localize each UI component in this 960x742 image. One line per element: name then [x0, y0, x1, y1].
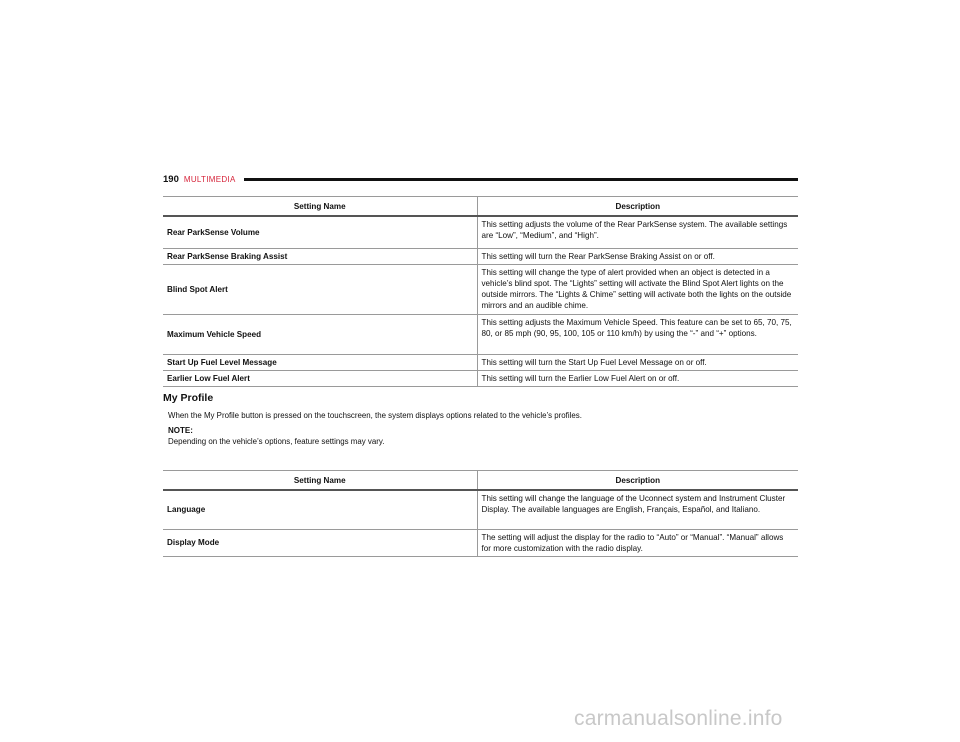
- column-header-setting-name: Setting Name: [163, 471, 477, 491]
- watermark: carmanualsonline.info: [574, 707, 783, 730]
- setting-description: This setting adjusts the volume of the Rear ParkSense system. The available settings are “Low”, “Medium”, and “High”.: [477, 216, 798, 248]
- table-row: [163, 370, 798, 386]
- setting-name: Rear ParkSense Volume: [163, 216, 477, 248]
- settings-table-vehicle: [163, 196, 798, 387]
- table-row: [163, 216, 798, 248]
- setting-description: The setting will adjust the display for the radio to “Auto” or “Manual”. “Manual” allows for more customization with the radio display.: [477, 529, 798, 556]
- section-title: MULTIMEDIA: [183, 174, 236, 184]
- table-header-row: [163, 471, 798, 491]
- column-header-description: Description: [477, 197, 798, 217]
- note-label: NOTE:: [168, 426, 193, 435]
- table-header-row: [163, 197, 798, 217]
- settings-table-profile: [163, 470, 798, 557]
- setting-description: This setting will turn the Start Up Fuel Level Message on or off.: [477, 354, 798, 370]
- page-number: 190: [163, 173, 179, 185]
- my-profile-heading: My Profile: [163, 392, 214, 404]
- table-row: [163, 248, 798, 264]
- setting-name: Earlier Low Fuel Alert: [163, 370, 477, 386]
- setting-name: Display Mode: [163, 529, 477, 556]
- setting-name: Maximum Vehicle Speed: [163, 314, 477, 354]
- setting-name: Blind Spot Alert: [163, 264, 477, 314]
- column-header-description: Description: [477, 471, 798, 491]
- table-row: [163, 354, 798, 370]
- column-header-setting-name: Setting Name: [163, 197, 477, 217]
- setting-description: This setting will change the type of alert provided when an object is detected in a vehicle’s blind spot. The “Lights” setting will activate the Blind Spot Alert lights on the outside mirrors. The “Lights & Chime” setting will activate both the lights on the outside mirrors and an audible chime.: [477, 264, 798, 314]
- setting-name: Language: [163, 490, 477, 529]
- table-row: [163, 490, 798, 529]
- setting-name: Rear ParkSense Braking Assist: [163, 248, 477, 264]
- setting-description: This setting will turn the Rear ParkSense Braking Assist on or off.: [477, 248, 798, 264]
- setting-name: Start Up Fuel Level Message: [163, 354, 477, 370]
- note-text: Depending on the vehicle’s options, feature settings may vary.: [168, 437, 385, 446]
- table-row: [163, 264, 798, 314]
- my-profile-intro: When the My Profile button is pressed on the touchscreen, the system displays options related to the vehicle’s profiles.: [168, 411, 582, 420]
- table-row: [163, 314, 798, 354]
- page-header: [163, 172, 798, 186]
- setting-description: This setting will change the language of the Uconnect system and Instrument Cluster Display. The available languages are English, Français, Español, and Italiano.: [477, 490, 798, 529]
- header-rule: [244, 178, 798, 181]
- setting-description: This setting will turn the Earlier Low Fuel Alert on or off.: [477, 370, 798, 386]
- table-row: [163, 529, 798, 556]
- setting-description: This setting adjusts the Maximum Vehicle Speed. This feature can be set to 65, 70, 75, 80, or 85 mph (90, 95, 100, 105 or 110 km/h) by using the “-” and “+” options.: [477, 314, 798, 354]
